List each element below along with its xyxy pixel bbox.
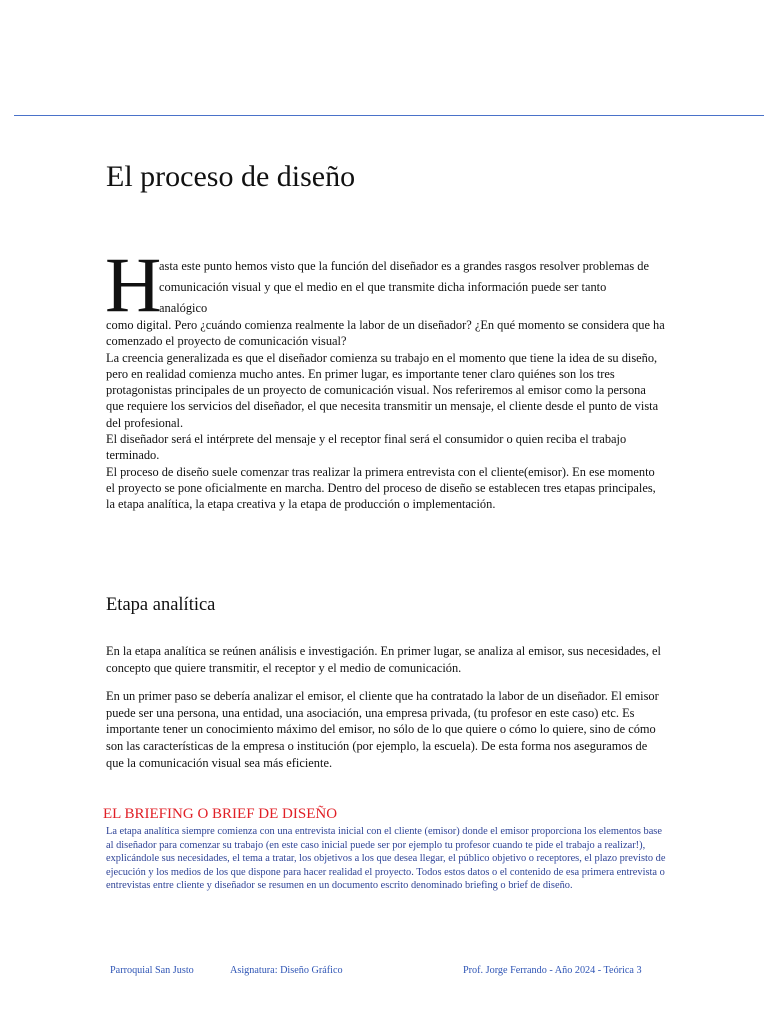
intro-paragraph: El diseñador será el intérprete del mensaje y el receptor final será el consumidor o quien reciba el trabajo terminado.: [106, 432, 627, 463]
section-heading: Etapa analítica: [106, 595, 216, 615]
section-paragraph: En la etapa analítica se reúnen análisis e investigación. En primer lugar, se analiza al emisor, sus necesidades, el concepto que quiere transmitir, el receptor y el medio de comunicación.: [106, 644, 661, 675]
drop-cap-block: [105, 241, 666, 328]
drop-cap-lines: [159, 256, 669, 319]
page-title: El proceso de diseño: [106, 160, 356, 193]
drop-line: comunicación visual y que el medio en el que transmite dicha información puede ser tanto: [159, 280, 607, 294]
footer-subject: Asignatura: Diseño Gráfico: [230, 965, 343, 976]
page-footer: [0, 965, 768, 981]
drop-line: analógico: [159, 301, 208, 315]
footer-professor: Prof. Jorge Ferrando - Año 2024 - Teórica 3: [463, 965, 642, 976]
briefing-heading: EL BRIEFING O BRIEF DE DISEÑO: [103, 806, 338, 822]
section-body: [106, 643, 662, 783]
header-divider: [14, 115, 764, 116]
drop-cap-letter: H: [105, 241, 162, 328]
drop-line: asta este punto hemos visto que la función del diseñador es a grandes rasgos resolver problemas de: [159, 259, 649, 273]
intro-paragraph: El proceso de diseño suele comenzar tras realizar la primera entrevista con el cliente(emisor). En ese momento el proyecto se pone oficialmente en marcha. Dentro del proceso de diseño se establecen tres etapas principales, la etapa analítica, la etapa creativa y la etapa de producción o implementación.: [106, 464, 656, 512]
section-paragraph: En un primer paso se debería analizar el emisor, el cliente que ha contratado la labor de un diseñador. El emisor puede ser una persona, una entidad, una asociación, una empresa privada, (tu profesor en este caso) etc. Es importante tener un conocimiento máximo del emisor, no sólo de lo que quiere o cómo lo quiere, sino de cómo son las características de la empresa o institución (por ejemplo, la escuela). De esta forma nos aseguramos de que la comunicación visual sea más eficiente.: [106, 689, 659, 770]
briefing-paragraph: La etapa analítica siempre comienza con una entrevista inicial con el cliente (emisor) donde el emisor proporciona los elementos base al diseñador para comenzar su trabajo (en este caso inicial puede ser por ejemplo tu profesor cuando te pide el trabajo a realizar!), explicándole sus necesidades, el tema a tratar, los objetivos a los que desea llegar, el público objetivo o receptores, el plazo previsto de ejecución y los medios de los que dispone para hacer realidad el proyecto. Todos estos datos o el contenido de esa primera entrevista o entrevistas entre cliente y diseñador se resumen en un documento escrito denominado briefing o brief de diseño.: [106, 826, 666, 891]
intro-paragraph: como digital. Pero ¿cuándo comienza realmente la labor de un diseñador? ¿En qué momento se considera que ha comenzado el proyecto de comunicación visual?: [106, 318, 665, 349]
intro-paragraph: La creencia generalizada es que el diseñador comienza su trabajo en el momento que tiene la idea de su diseño, pero en realidad comienza mucho antes. En primer lugar, es importante tener claro quiénes son los tres protagonistas principales de un proyecto de comunicación visual. Nos referiremos al emisor como la persona que requiere los servicios del diseñador, el que necesita transmitir un mensaje, el cliente desde el punto de vista del profesional.: [106, 350, 659, 430]
intro-section: [105, 241, 666, 513]
footer-school: Parroquial San Justo: [110, 965, 194, 976]
